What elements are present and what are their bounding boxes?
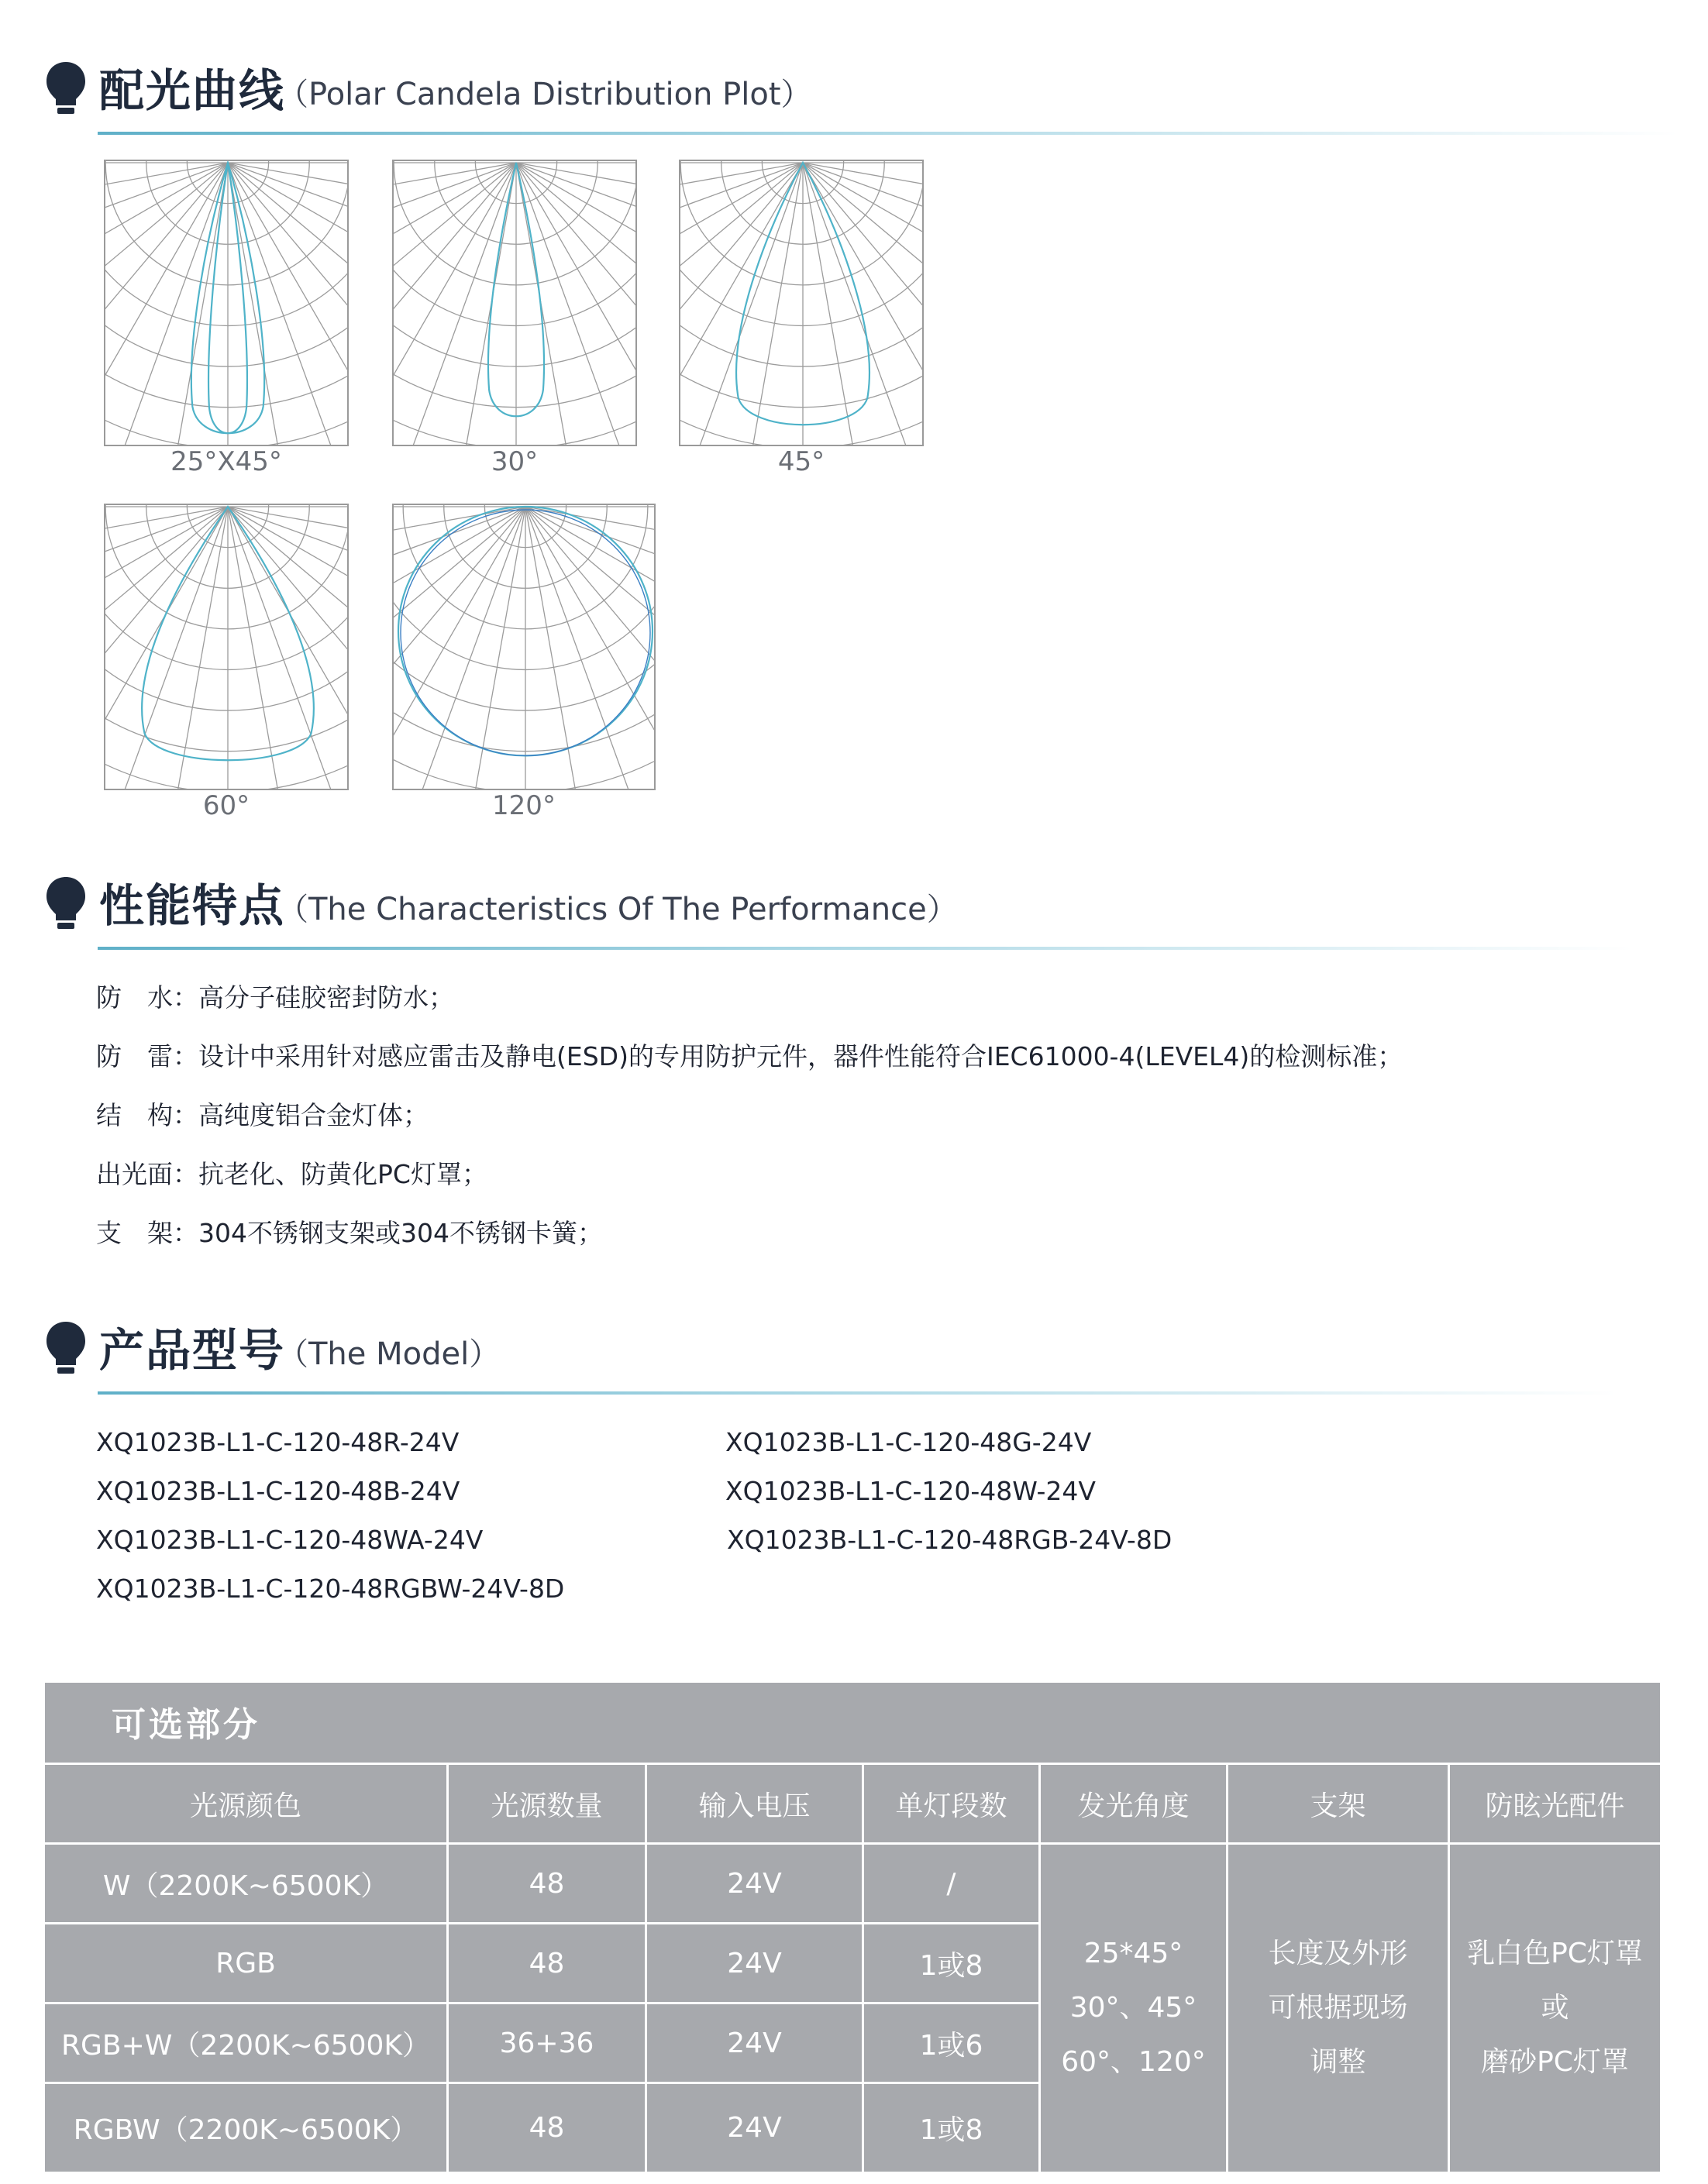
plot-label: 45°	[777, 446, 825, 477]
grid-spoke	[516, 163, 637, 446]
grid-ring	[392, 160, 637, 408]
model-item: XQ1023B-L1-C-120-48RGB-24V-8D	[727, 1525, 1173, 1555]
table-cell: 1或6	[919, 2029, 983, 2062]
plot-label: 120°	[492, 790, 556, 821]
grid-spoke	[104, 507, 228, 790]
grid-spoke	[392, 163, 516, 446]
grid-spoke	[525, 507, 656, 790]
section-divider	[98, 132, 1679, 135]
polar-grid	[679, 160, 924, 446]
grid-spoke	[228, 507, 349, 790]
header-anti-glare: 防眩光配件	[1485, 1790, 1625, 1822]
table-cell: 1或8	[919, 1949, 983, 1982]
grid-spoke	[228, 507, 349, 790]
grid-spoke	[803, 163, 924, 446]
table-cell: RGBW（2200K~6500K）	[73, 2114, 418, 2146]
header-light-color: 光源颜色	[189, 1790, 301, 1822]
grid-ring	[392, 504, 656, 710]
features-title-en: （The Characteristics Of The Performance）	[277, 892, 958, 927]
grid-spoke	[516, 163, 637, 318]
feature-value: 设计中采用针对感应雷击及静电(ESD)的专用防护元件，器件性能符合IEC61000-4(LEVEL4)的检测标准；	[198, 1041, 1403, 1071]
grid-spoke	[392, 163, 516, 318]
plot-label: 25°X45°	[170, 446, 282, 477]
polar-chart	[104, 160, 349, 446]
grid-spoke	[104, 507, 228, 586]
feature-key: 支 架：	[96, 1218, 198, 1248]
beam-angle-line: 30°、45°	[1069, 1992, 1197, 2024]
anti-glare-line: 磨砂PC灯罩	[1481, 2046, 1629, 2078]
grid-spoke	[803, 163, 924, 446]
grid-spoke	[392, 507, 525, 790]
features-title-cn: 性能特点	[99, 879, 286, 932]
bulb-icon	[45, 60, 87, 116]
grid-spoke	[525, 507, 656, 790]
grid-ring	[679, 160, 924, 325]
feature-value: 高纯度铝合金灯体；	[198, 1100, 429, 1130]
bracket-line: 可根据现场	[1268, 1992, 1408, 2024]
model-item: XQ1023B-L1-C-120-48W-24V	[725, 1476, 1097, 1506]
grid-spoke	[525, 507, 656, 790]
polar-chart	[679, 160, 924, 446]
plot-label: 60°	[202, 790, 250, 821]
grid-spoke	[392, 163, 516, 446]
section-polar-header	[45, 46, 1641, 139]
grid-spoke	[516, 163, 637, 390]
feature-value: 高分子硅胶密封防水；	[198, 982, 454, 1013]
grid-spoke	[803, 163, 924, 446]
table-cell: 1或8	[919, 2114, 983, 2146]
model-title-en: （The Model）	[277, 1336, 501, 1372]
anti-glare-line: 或	[1541, 1992, 1569, 2024]
grid-spoke	[525, 507, 656, 790]
table-cell: RGB+W（2200K~6500K）	[61, 2029, 430, 2062]
feature-value: 抗老化、防黄化PC灯罩；	[198, 1159, 487, 1189]
feature-key: 防 雷：	[96, 1041, 198, 1071]
grid-spoke	[392, 163, 516, 390]
grid-ring	[104, 504, 349, 669]
grid-spoke	[392, 163, 516, 446]
polar-grid	[104, 504, 349, 790]
header-light-count: 光源数量	[491, 1790, 603, 1822]
options-table	[45, 1683, 1660, 2172]
section-divider	[98, 947, 1632, 950]
polar-chart	[392, 160, 637, 446]
grid-spoke	[228, 507, 349, 662]
grid-spoke	[104, 507, 228, 790]
grid-spoke	[228, 507, 349, 790]
section-model-header	[45, 1306, 1641, 1399]
grid-spoke	[679, 163, 803, 242]
table-cell: 24V	[727, 2112, 782, 2144]
feature-item	[96, 1037, 1403, 1073]
feature-key: 结 构：	[96, 1100, 198, 1130]
anti-glare-line: 乳白色PC灯罩	[1467, 1938, 1643, 1969]
grid-ring	[392, 504, 656, 669]
grid-spoke	[516, 163, 637, 446]
grid-ring	[105, 504, 349, 629]
beam-angle-line: 60°、120°	[1061, 2046, 1206, 2078]
header-bracket: 支架	[1310, 1790, 1366, 1822]
grid-spoke	[803, 163, 924, 318]
table-cell: 24V	[727, 1947, 782, 1979]
grid-spoke	[104, 507, 228, 790]
header-voltage: 输入电压	[698, 1790, 811, 1822]
table-cell: 36+36	[499, 2027, 594, 2059]
bulb-icon	[45, 1320, 87, 1376]
grid-spoke	[516, 163, 637, 446]
anti-glare-cell	[1450, 1845, 1660, 2172]
header-beam-angle: 发光角度	[1077, 1790, 1190, 1822]
table-cell: W（2200K~6500K）	[102, 1869, 389, 1902]
grid-ring	[392, 160, 637, 325]
polar-chart	[104, 504, 349, 790]
bulb-icon	[45, 875, 87, 931]
grid-spoke	[392, 507, 525, 790]
grid-spoke	[392, 163, 516, 242]
grid-spoke	[392, 507, 525, 790]
model-item: XQ1023B-L1-C-120-48RGBW-24V-8D	[96, 1574, 565, 1604]
grid-spoke	[516, 163, 637, 446]
options-table-title: 可选部分	[112, 1705, 260, 1745]
grid-ring	[105, 160, 349, 285]
grid-spoke	[104, 507, 228, 790]
polar-grid	[392, 160, 637, 446]
grid-spoke	[228, 163, 349, 318]
grid-ring	[679, 160, 924, 408]
beam-angle-cell	[1041, 1845, 1226, 2172]
feature-item	[96, 1154, 487, 1191]
feature-item	[96, 1213, 603, 1250]
bracket-line: 长度及外形	[1268, 1938, 1408, 1969]
table-cell: 24V	[727, 1867, 782, 1900]
grid-ring	[104, 160, 349, 408]
polar-chart	[392, 504, 656, 790]
grid-spoke	[228, 507, 349, 734]
bracket-cell	[1228, 1845, 1448, 2172]
bracket-line: 调整	[1310, 2046, 1366, 2078]
table-cell: RGB	[215, 1947, 276, 1979]
feature-item	[96, 978, 454, 1014]
grid-spoke	[803, 163, 924, 390]
model-title-cn: 产品型号	[99, 1324, 286, 1377]
table-cell: 48	[529, 1867, 565, 1900]
beam-angle-line: 25*45°	[1083, 1938, 1183, 1969]
table-cell: 48	[529, 1947, 565, 1979]
section-divider	[98, 1391, 1617, 1395]
grid-spoke	[679, 163, 803, 318]
grid-spoke	[679, 163, 803, 390]
grid-spoke	[104, 507, 228, 734]
feature-item	[96, 1095, 429, 1132]
grid-spoke	[803, 163, 924, 446]
model-item: XQ1023B-L1-C-120-48B-24V	[96, 1476, 460, 1506]
grid-spoke	[392, 507, 525, 790]
grid-ring	[104, 504, 349, 752]
grid-ring	[680, 160, 924, 285]
grid-spoke	[104, 507, 228, 662]
plot-label: 30°	[491, 446, 539, 477]
table-cell: /	[946, 1867, 956, 1900]
model-item: XQ1023B-L1-C-120-48G-24V	[725, 1427, 1092, 1457]
model-item: XQ1023B-L1-C-120-48WA-24V	[96, 1525, 484, 1555]
feature-key: 防 水：	[96, 982, 198, 1013]
grid-spoke	[104, 163, 228, 242]
polar-title-en: （Polar Candela Distribution Plot）	[277, 77, 812, 112]
polar-title-cn: 配光曲线	[99, 64, 286, 117]
grid-ring	[104, 160, 349, 325]
polar-grid	[104, 160, 349, 446]
table-cell: 48	[529, 2112, 565, 2144]
feature-key: 出光面：	[96, 1159, 198, 1189]
grid-spoke	[228, 507, 349, 790]
section-features-header	[45, 862, 1641, 954]
feature-value: 304不锈钢支架或304不锈钢卡簧；	[198, 1218, 603, 1248]
grid-ring	[394, 160, 637, 285]
header-segments: 单灯段数	[895, 1790, 1007, 1822]
grid-spoke	[392, 163, 516, 446]
model-item: XQ1023B-L1-C-120-48R-24V	[96, 1427, 460, 1457]
table-cell: 24V	[727, 2027, 782, 2059]
